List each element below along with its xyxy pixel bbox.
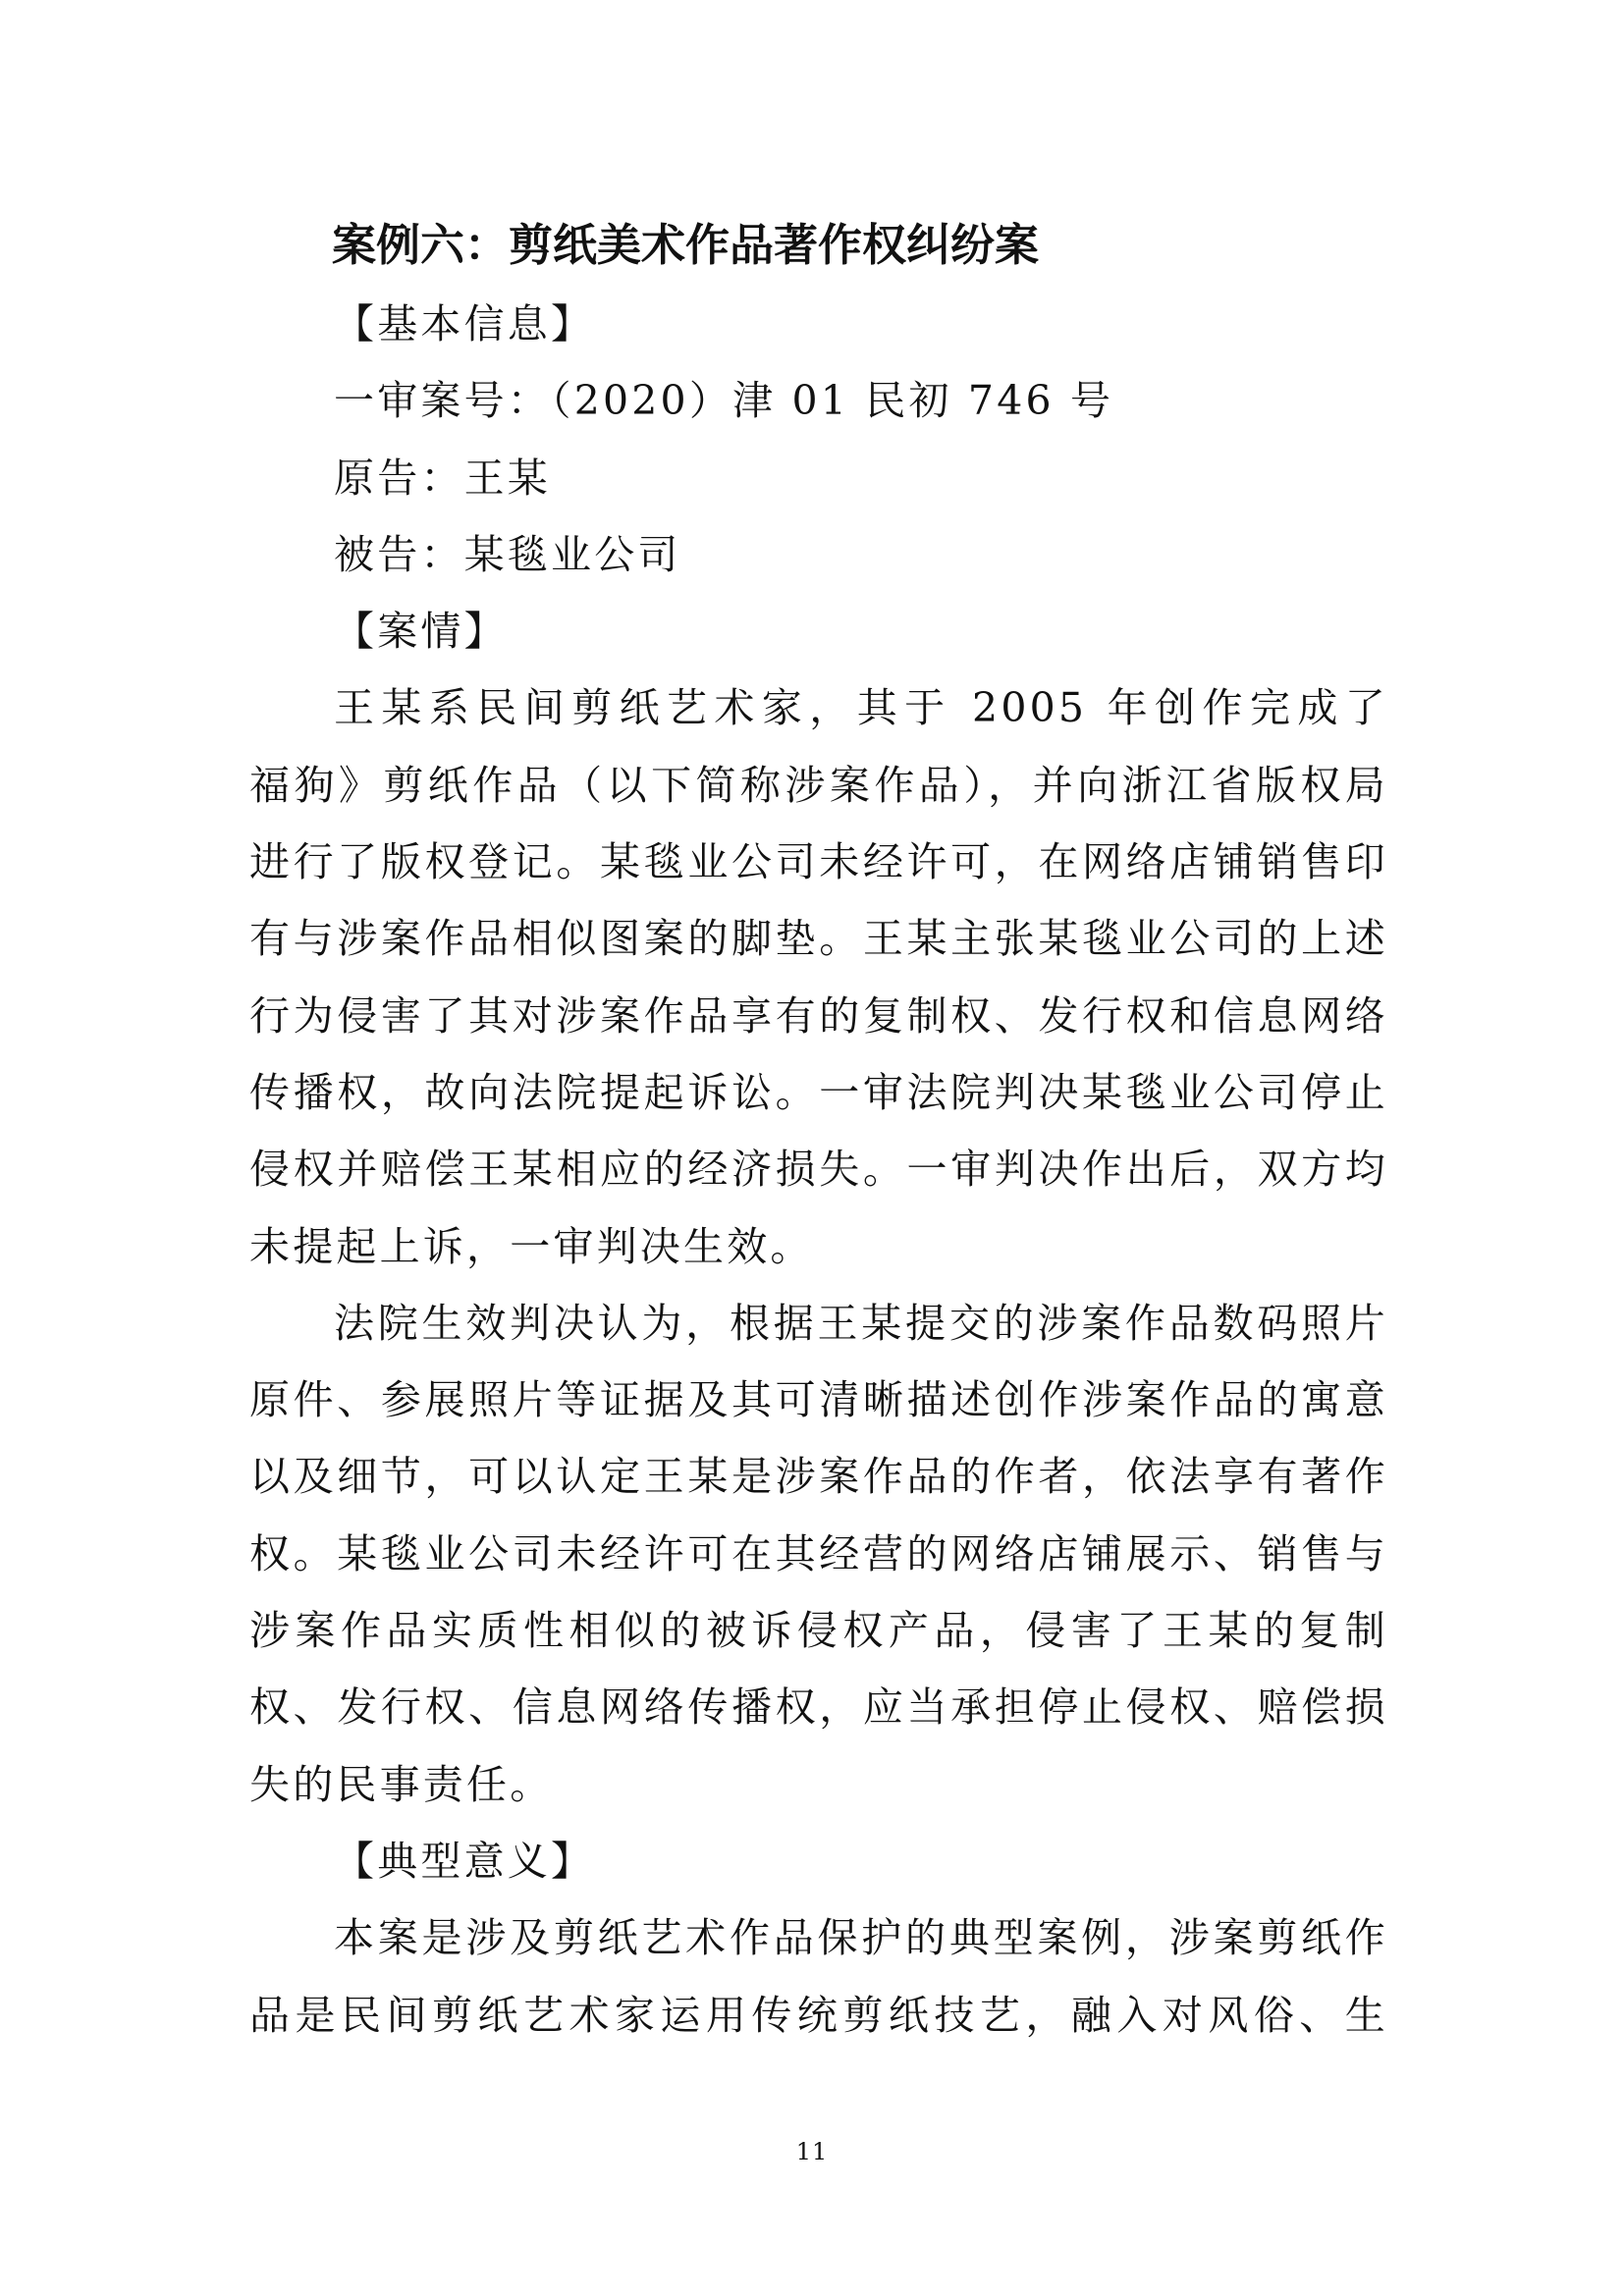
facts-p2-line: 涉案作品实质性相似的被诉侵权产品，侵害了王某的复制	[249, 1607, 1388, 1655]
facts-p2-line: 以及细节，可以认定王某是涉案作品的作者，依法享有著作	[249, 1453, 1388, 1501]
facts-p1-line: 未提起上诉，一审判决生效。	[249, 1222, 814, 1270]
facts-p1-line: 侵权并赔偿王某相应的经济损失。一审判决作出后，双方均	[249, 1146, 1388, 1194]
case-number: 一审案号：（2020）津 01 民初 746 号	[334, 377, 1114, 425]
page-number: 11	[795, 2138, 829, 2165]
significance-p1-line: 品是民间剪纸艺术家运用传统剪纸技艺，融入对风俗、生	[249, 1991, 1388, 2039]
document-body	[249, 286, 1388, 2054]
facts-p1-line: 行为侵害了其对涉案作品享有的复制权、发行权和信息网络	[249, 991, 1388, 1040]
facts-p2-line: 权。某毯业公司未经许可在其经营的网络店铺展示、销售与	[249, 1529, 1388, 1577]
significance-p1-line: 本案是涉及剪纸艺术作品保护的典型案例，涉案剪纸作	[334, 1914, 1388, 1962]
facts-p1-line: 进行了版权登记。某毯业公司未经许可，在网络店铺销售印	[249, 838, 1388, 886]
facts-p2-line: 权、发行权、信息网络传播权，应当承担停止侵权、赔偿损	[249, 1683, 1388, 1732]
facts-p1-line: 福狗》剪纸作品（以下简称涉案作品），并向浙江省版权局	[249, 761, 1388, 809]
significance-heading: 【典型意义】	[334, 1837, 595, 1885]
case-title: 案例六：剪纸美术作品著作权纠纷案	[332, 219, 1040, 271]
facts-p1-line: 王某系民间剪纸艺术家，其于 2005 年创作完成了	[334, 684, 1388, 732]
defendant: 被告：某毯业公司	[334, 530, 681, 578]
basic-info-heading: 【基本信息】	[334, 300, 595, 347]
facts-heading: 【案情】	[334, 608, 508, 656]
plaintiff: 原告：王某	[334, 454, 551, 502]
facts-p2-line: 失的民事责任。	[249, 1760, 554, 1808]
facts-p1-line: 有与涉案作品相似图案的脚垫。王某主张某毯业公司的上述	[249, 915, 1388, 963]
facts-p1-line: 传播权，故向法院提起诉讼。一审法院判决某毯业公司停止	[249, 1068, 1388, 1116]
facts-p2-line: 原件、参展照片等证据及其可清晰描述创作涉案作品的寓意	[249, 1376, 1388, 1424]
facts-p2-line: 法院生效判决认为，根据王某提交的涉案作品数码照片	[334, 1299, 1388, 1347]
